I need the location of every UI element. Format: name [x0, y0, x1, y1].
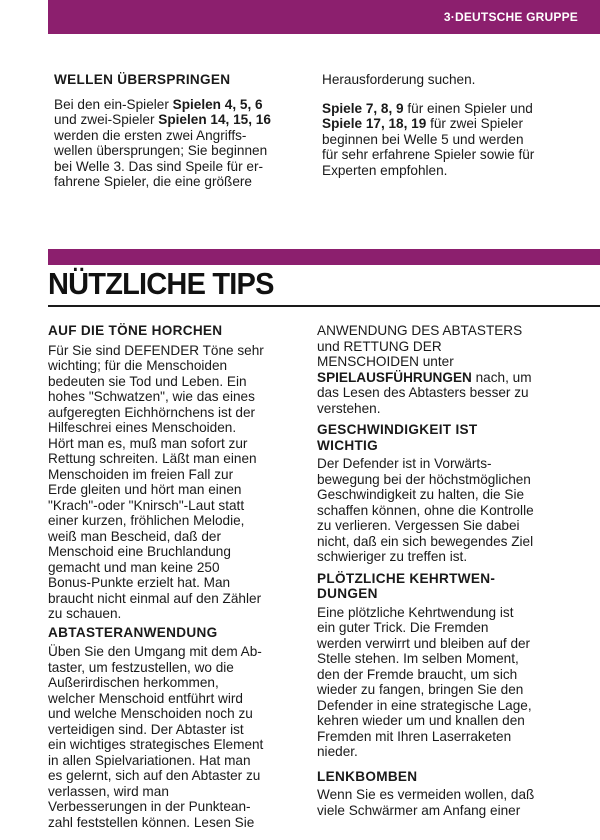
- text-run: werden die ersten zwei Angriffs-: [54, 127, 247, 143]
- wellen-line: [54, 143, 304, 159]
- tip-body-line: es gelernt, sich auf den Abtaster zu: [48, 768, 261, 783]
- tip-body-line: Hilfeschrei eines Menschoiden.: [48, 420, 237, 435]
- tip-heading: PLÖTZLICHE KEHRTWEN-: [317, 570, 496, 586]
- emphasis-text: Spielen 14, 15, 16: [158, 112, 271, 127]
- tip-body-line: Üben Sie den Umgang mit dem Ab-: [48, 644, 262, 659]
- emphasis-text: Spielen 4, 5, 6: [172, 96, 263, 112]
- text-run: und zwei-Spieler: [54, 112, 159, 127]
- tip-body-line: Für Sie sind DEFENDER Töne sehr: [48, 342, 264, 358]
- wellen-line: [54, 97, 304, 113]
- tip-heading: AUF DIE TÖNE HORCHEN: [48, 323, 223, 338]
- tip-body-line: aufgeregten Eichhörnchens ist der: [48, 404, 256, 420]
- text-run: MENSCHOIDEN unter: [317, 354, 454, 369]
- tip-body-line: hohes "Schwatzen", wie das eines: [48, 389, 255, 404]
- tip-body-line: schaffen können, ohne die Kontrolle: [317, 502, 534, 518]
- tips-left-column: [48, 323, 310, 830]
- tip-body-line: wichting; für die Menschoiden: [48, 358, 228, 373]
- wellen-line: [322, 116, 592, 132]
- text-run: Bei den ein-Spieler: [54, 96, 173, 112]
- tip-body-line: den der Fremde braucht, um sich: [317, 666, 518, 682]
- text-run: nach, um: [471, 369, 532, 385]
- tips-header-bar: [48, 249, 600, 265]
- tip-body-line: [317, 401, 592, 417]
- tip-body-line: wieder zu fangen, bringen Sie den: [317, 682, 524, 697]
- text-run: das Lesen des Abtasters besser zu: [317, 385, 529, 400]
- wellen-line: [54, 128, 304, 144]
- tip-body-line: welcher Menschoid entführt wird: [48, 690, 243, 706]
- tip-body-line: verteidigen sind. Der Abtaster ist: [48, 721, 244, 737]
- tip-body-line: Menschoid eine Bruchlandung: [48, 544, 231, 559]
- tip-body-line: viele Schwärmer am Anfang einer: [317, 802, 521, 818]
- tip-body-line: Wenn Sie es vermeiden wollen, daß: [317, 787, 535, 802]
- wellen-right-text-a: [322, 72, 592, 88]
- wellen-heading: WELLEN ÜBERSPRINGEN: [54, 72, 231, 87]
- text-run: verstehen.: [317, 400, 381, 416]
- tips-right-column: [317, 323, 592, 818]
- tip-body-line: zu schauen.: [48, 606, 122, 621]
- tip-body-line: nieder.: [317, 744, 358, 759]
- tip-body-line: schwieriger zu treffen ist.: [317, 549, 468, 564]
- section-label: 3·DEUTSCHE GRUPPE: [443, 10, 578, 24]
- text-run: beginnen bei Welle 5 und werden: [322, 131, 524, 147]
- tip-body-line: [317, 323, 592, 339]
- tip-body-line: kehren wieder um und knallen den: [317, 713, 525, 728]
- tip-heading: ABTASTERANWENDUNG: [48, 624, 218, 640]
- tip-body-line: [317, 339, 592, 355]
- tips-right-sections: [317, 422, 592, 818]
- text-run: und RETTUNG DER: [317, 338, 442, 354]
- tip-body-line: ein guter Trick. Die Fremden: [317, 620, 489, 635]
- tip-body-line: Stelle stehen. Im selben Moment,: [317, 651, 519, 666]
- text-run: für einen Spieler und: [403, 100, 533, 116]
- tip-body-line: ein wichtiges strategisches Element: [48, 737, 264, 752]
- wellen-right-column: [322, 72, 592, 178]
- wellen-line: [322, 72, 592, 88]
- tip-body-line: und welche Menschoiden noch zu: [48, 706, 253, 721]
- text-run: wellen übersprungen; Sie beginnen: [54, 143, 268, 158]
- tip-body-line: bedeuten sie Tod und Leben. Ein: [48, 373, 247, 389]
- tip-body-line: in allen Spielvariationen. Hat man: [48, 752, 251, 768]
- tip-body-line: [317, 354, 592, 370]
- text-run: ANWENDUNG DES ABTASTERS: [317, 323, 523, 338]
- tip-body-line: Der Defender ist in Vorwärts-: [317, 456, 492, 471]
- wellen-line: [322, 163, 592, 179]
- tips-right-intro: [317, 323, 592, 416]
- text-run: bei Welle 3. Das sind Speile für er-: [54, 158, 264, 174]
- tips-title: NÜTZLICHE TIPS: [48, 268, 274, 302]
- tip-heading: WICHTIG: [317, 437, 378, 453]
- wellen-line: [322, 147, 592, 163]
- tip-body-line: werden verwirrt und bleiben auf der: [317, 635, 531, 651]
- tip-heading: GESCHWINDIGKEIT IST: [317, 422, 478, 437]
- wellen-line: [54, 112, 304, 128]
- tip-body-line: nicht, daß ein sich bewegendes Ziel: [317, 533, 534, 549]
- tip-body-line: taster, um festzustellen, wo die: [48, 659, 234, 675]
- tip-body-line: weiß man Bescheid, daß der: [48, 528, 222, 544]
- tip-body-line: Bonus-Punkte erzielt hat. Man: [48, 575, 231, 590]
- tip-body-line: verlassen, wird man: [48, 783, 169, 799]
- tip-body-line: gemacht und man keine 250: [48, 559, 220, 575]
- tip-body-line: zahl feststellen können. Lesen Sie: [48, 814, 255, 830]
- text-run: Experten empfohlen.: [322, 162, 448, 178]
- text-run: fahrene Spieler, die eine größere: [54, 174, 252, 189]
- tip-body-line: Geschwindigkeit zu halten, die Sie: [317, 487, 525, 502]
- text-run: für zwei Spieler: [426, 116, 523, 131]
- tip-body-line: Außerirdischen herkommen,: [48, 675, 219, 690]
- text-run: für sehr erfahrene Spieler sowie für: [322, 147, 535, 162]
- wellen-right-text-b: [322, 101, 592, 179]
- tip-body-line: Eine plötzliche Kehrtwendung ist: [317, 604, 514, 620]
- tip-body-line: [317, 385, 592, 401]
- section-header-bar: [48, 0, 600, 34]
- tip-body-line: einer kurzen, fröhlichen Melodie,: [48, 513, 245, 528]
- emphasis-text: Spiele 17, 18, 19: [322, 116, 427, 131]
- emphasis-text: Spiele 7, 8, 9: [322, 100, 404, 116]
- tip-body-line: Fremden mit Ihren Laserraketen: [317, 728, 512, 744]
- tip-body-line: [317, 370, 592, 386]
- wellen-left-text: [54, 97, 304, 190]
- tip-body-line: Hört man es, muß man sofort zur: [48, 435, 248, 451]
- text-run: Herausforderung suchen.: [322, 72, 476, 87]
- tip-body-line: zu verlieren. Vergessen Sie dabei: [317, 518, 520, 533]
- tip-body-line: Erde gleiten und hört man einen: [48, 482, 242, 497]
- title-rule: [48, 305, 600, 307]
- tip-heading: LENKBOMBEN: [317, 768, 418, 784]
- tip-body-line: "Krach"-oder "Knirsch"-Laut statt: [48, 497, 245, 513]
- tip-body-line: Menschoiden im freien Fall zur: [48, 466, 234, 482]
- tip-body-line: Rettung schreiten. Läßt man einen: [48, 451, 257, 466]
- wellen-line: [322, 101, 592, 117]
- tip-body-line: bewegung bei der höchstmöglichen: [317, 471, 531, 487]
- wellen-left-column: [54, 72, 304, 190]
- tip-body-line: Defender in eine strategische Lage,: [317, 697, 532, 713]
- tip-body-line: Verbesserungen in der Punktean-: [48, 799, 251, 814]
- wellen-line: [54, 174, 304, 190]
- wellen-line: [322, 132, 592, 148]
- wellen-line: [54, 159, 304, 175]
- emphasis-text: SPIELAUSFÜHRUNGEN: [317, 369, 472, 385]
- tip-body-line: braucht nicht einmal auf den Zähler: [48, 590, 262, 606]
- tip-heading: DUNGEN: [317, 586, 378, 601]
